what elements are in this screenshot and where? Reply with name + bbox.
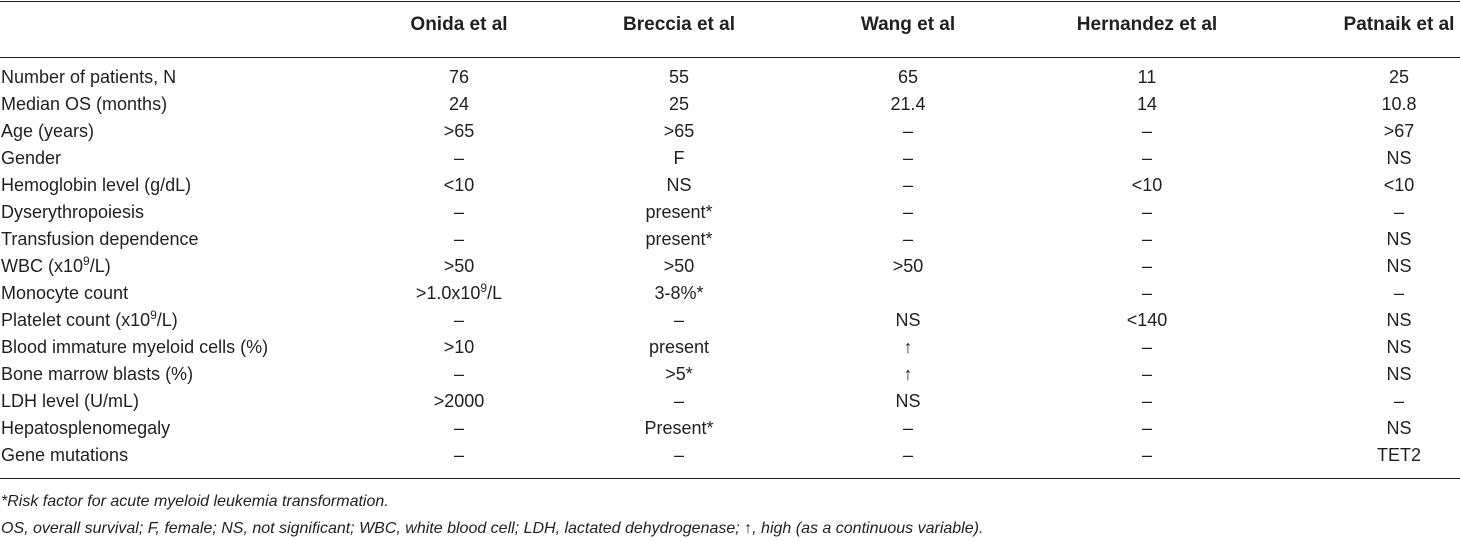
table-cell: present* <box>645 202 713 222</box>
table-cell: <10 <box>1131 175 1163 195</box>
table-cell: TET2 <box>1376 445 1421 465</box>
label-superscript: 9 <box>150 308 157 322</box>
row-label: Monocyte count <box>1 283 129 303</box>
table-cell: – <box>1141 202 1152 222</box>
table-row <box>0 64 1460 91</box>
table-row <box>0 226 1460 253</box>
row-label: Gene mutations <box>1 445 129 465</box>
table-cell: – <box>453 148 464 168</box>
column-header-hernandez: Hernandez et al <box>1076 14 1218 35</box>
table-cell: – <box>902 175 913 195</box>
table-cell: – <box>902 445 913 465</box>
row-label: Bone marrow blasts (%) <box>1 364 194 384</box>
column-header-patnaik: Patnaik et al <box>1343 14 1455 35</box>
table-cell: 65 <box>897 67 919 87</box>
table-cell: – <box>453 229 464 249</box>
table-cell: >2000 <box>433 391 485 411</box>
table-cell: >50 <box>443 256 475 276</box>
table-cell: >65 <box>663 121 695 141</box>
table-bottom-rule <box>0 478 1460 479</box>
table-cell: NS <box>1386 256 1412 276</box>
cell-text: /L <box>487 283 503 303</box>
row-label: Hepatosplenomegaly <box>1 418 171 438</box>
table-cell: 25 <box>668 94 690 114</box>
table-row <box>0 280 1460 307</box>
table-cell: 24 <box>448 94 470 114</box>
table-cell: F <box>673 148 685 168</box>
table-cell: – <box>673 391 684 411</box>
table-cell: 3-8%* <box>654 283 704 303</box>
table-cell: <140 <box>1126 310 1168 330</box>
table-cell: NS <box>1386 229 1412 249</box>
row-label: Gender <box>1 148 62 168</box>
table-cell: >50 <box>892 256 924 276</box>
table-row <box>0 307 1460 334</box>
table-cell: >5* <box>665 364 693 384</box>
row-label <box>1 307 178 334</box>
table-cell: NS <box>1386 418 1412 438</box>
footnote-abbreviations: OS, overall survival; F, female; NS, not significant; WBC, white blood cell; LDH, lactated dehydrogenase; ↑, high (as a continuous variable). <box>1 520 984 537</box>
table-cell: – <box>902 148 913 168</box>
table-cell: 76 <box>448 67 470 87</box>
table-row <box>0 442 1460 469</box>
table-cell: 21.4 <box>890 94 926 114</box>
label-text: /L) <box>89 256 111 276</box>
label-text: WBC (x10 <box>1 256 84 276</box>
table-cell: – <box>1141 148 1152 168</box>
table-cell: – <box>902 229 913 249</box>
table-row <box>0 118 1460 145</box>
table-cell: – <box>453 418 464 438</box>
row-label: Hemoglobin level (g/dL) <box>1 175 192 195</box>
row-label: LDH level (U/mL) <box>1 391 140 411</box>
cell-superscript: 9 <box>480 281 488 295</box>
table-cell: – <box>1141 445 1152 465</box>
table-cell: 25 <box>1388 67 1410 87</box>
table-cell: <10 <box>1383 175 1415 195</box>
table-row <box>0 361 1460 388</box>
column-header-wang: Wang et al <box>860 14 956 35</box>
table-cell: – <box>902 418 913 438</box>
row-label: Transfusion dependence <box>1 229 199 249</box>
footnote-risk: *Risk factor for acute myeloid leukemia transformation. <box>1 493 389 510</box>
table-cell: NS <box>895 391 921 411</box>
table-cell: ↑ <box>903 364 913 384</box>
row-label: Dyserythropoiesis <box>1 202 145 222</box>
table-row <box>0 415 1460 442</box>
row-label: Age (years) <box>1 121 95 141</box>
table-top-rule <box>0 1 1460 2</box>
table-cell: ↑ <box>903 337 913 357</box>
label-text: /L) <box>156 310 178 330</box>
table-row <box>0 199 1460 226</box>
table-cell: – <box>1141 121 1152 141</box>
table-cell: – <box>453 310 464 330</box>
table-row <box>0 145 1460 172</box>
table-cell: >10 <box>443 337 475 357</box>
row-label <box>1 253 111 280</box>
table-cell: – <box>1393 202 1404 222</box>
table-cell: Present* <box>644 418 714 438</box>
table-row <box>0 334 1460 361</box>
table-cell: NS <box>1386 148 1412 168</box>
table-cell: present* <box>645 229 713 249</box>
table-header-rule <box>0 57 1460 58</box>
table-cell: >67 <box>1383 121 1415 141</box>
table-cell: NS <box>1386 310 1412 330</box>
table-cell: – <box>1393 283 1404 303</box>
table-cell: – <box>453 364 464 384</box>
table-cell: – <box>1141 391 1152 411</box>
table-cell: – <box>673 445 684 465</box>
label-superscript: 9 <box>83 254 90 268</box>
table-cell <box>364 280 554 307</box>
table-cell: NS <box>666 175 692 195</box>
row-label: Median OS (months) <box>1 94 168 114</box>
table-cell: – <box>1141 364 1152 384</box>
table-cell: NS <box>1386 337 1412 357</box>
row-label: Blood immature myeloid cells (%) <box>1 337 269 357</box>
table-row <box>0 172 1460 199</box>
table-cell: – <box>902 202 913 222</box>
table-cell: – <box>1141 418 1152 438</box>
cell-text: >1.0x10 <box>415 283 481 303</box>
table-row <box>0 253 1460 280</box>
label-text: Platelet count (x10 <box>1 310 151 330</box>
table-row <box>0 388 1460 415</box>
table-cell: – <box>902 121 913 141</box>
table-cell: – <box>1393 391 1404 411</box>
table-cell: NS <box>1386 364 1412 384</box>
table-cell: – <box>1141 283 1152 303</box>
column-header-breccia: Breccia et al <box>623 14 735 35</box>
column-header-onida: Onida et al <box>410 14 508 35</box>
row-label: Number of patients, N <box>1 67 177 87</box>
table-cell: 55 <box>668 67 690 87</box>
table-row <box>0 91 1460 118</box>
table-cell: 11 <box>1137 67 1157 87</box>
table-cell: – <box>1141 337 1152 357</box>
table-cell: – <box>673 310 684 330</box>
table-cell: – <box>453 202 464 222</box>
table-cell: >65 <box>443 121 475 141</box>
table-cell: NS <box>895 310 921 330</box>
table-cell: – <box>1141 229 1152 249</box>
table-cell: >50 <box>663 256 695 276</box>
table-cell: 10.8 <box>1381 94 1417 114</box>
table-cell: <10 <box>443 175 475 195</box>
table-cell: 14 <box>1136 94 1158 114</box>
table-cell: – <box>453 445 464 465</box>
table-cell: present <box>648 337 710 357</box>
table-cell: – <box>1141 256 1152 276</box>
